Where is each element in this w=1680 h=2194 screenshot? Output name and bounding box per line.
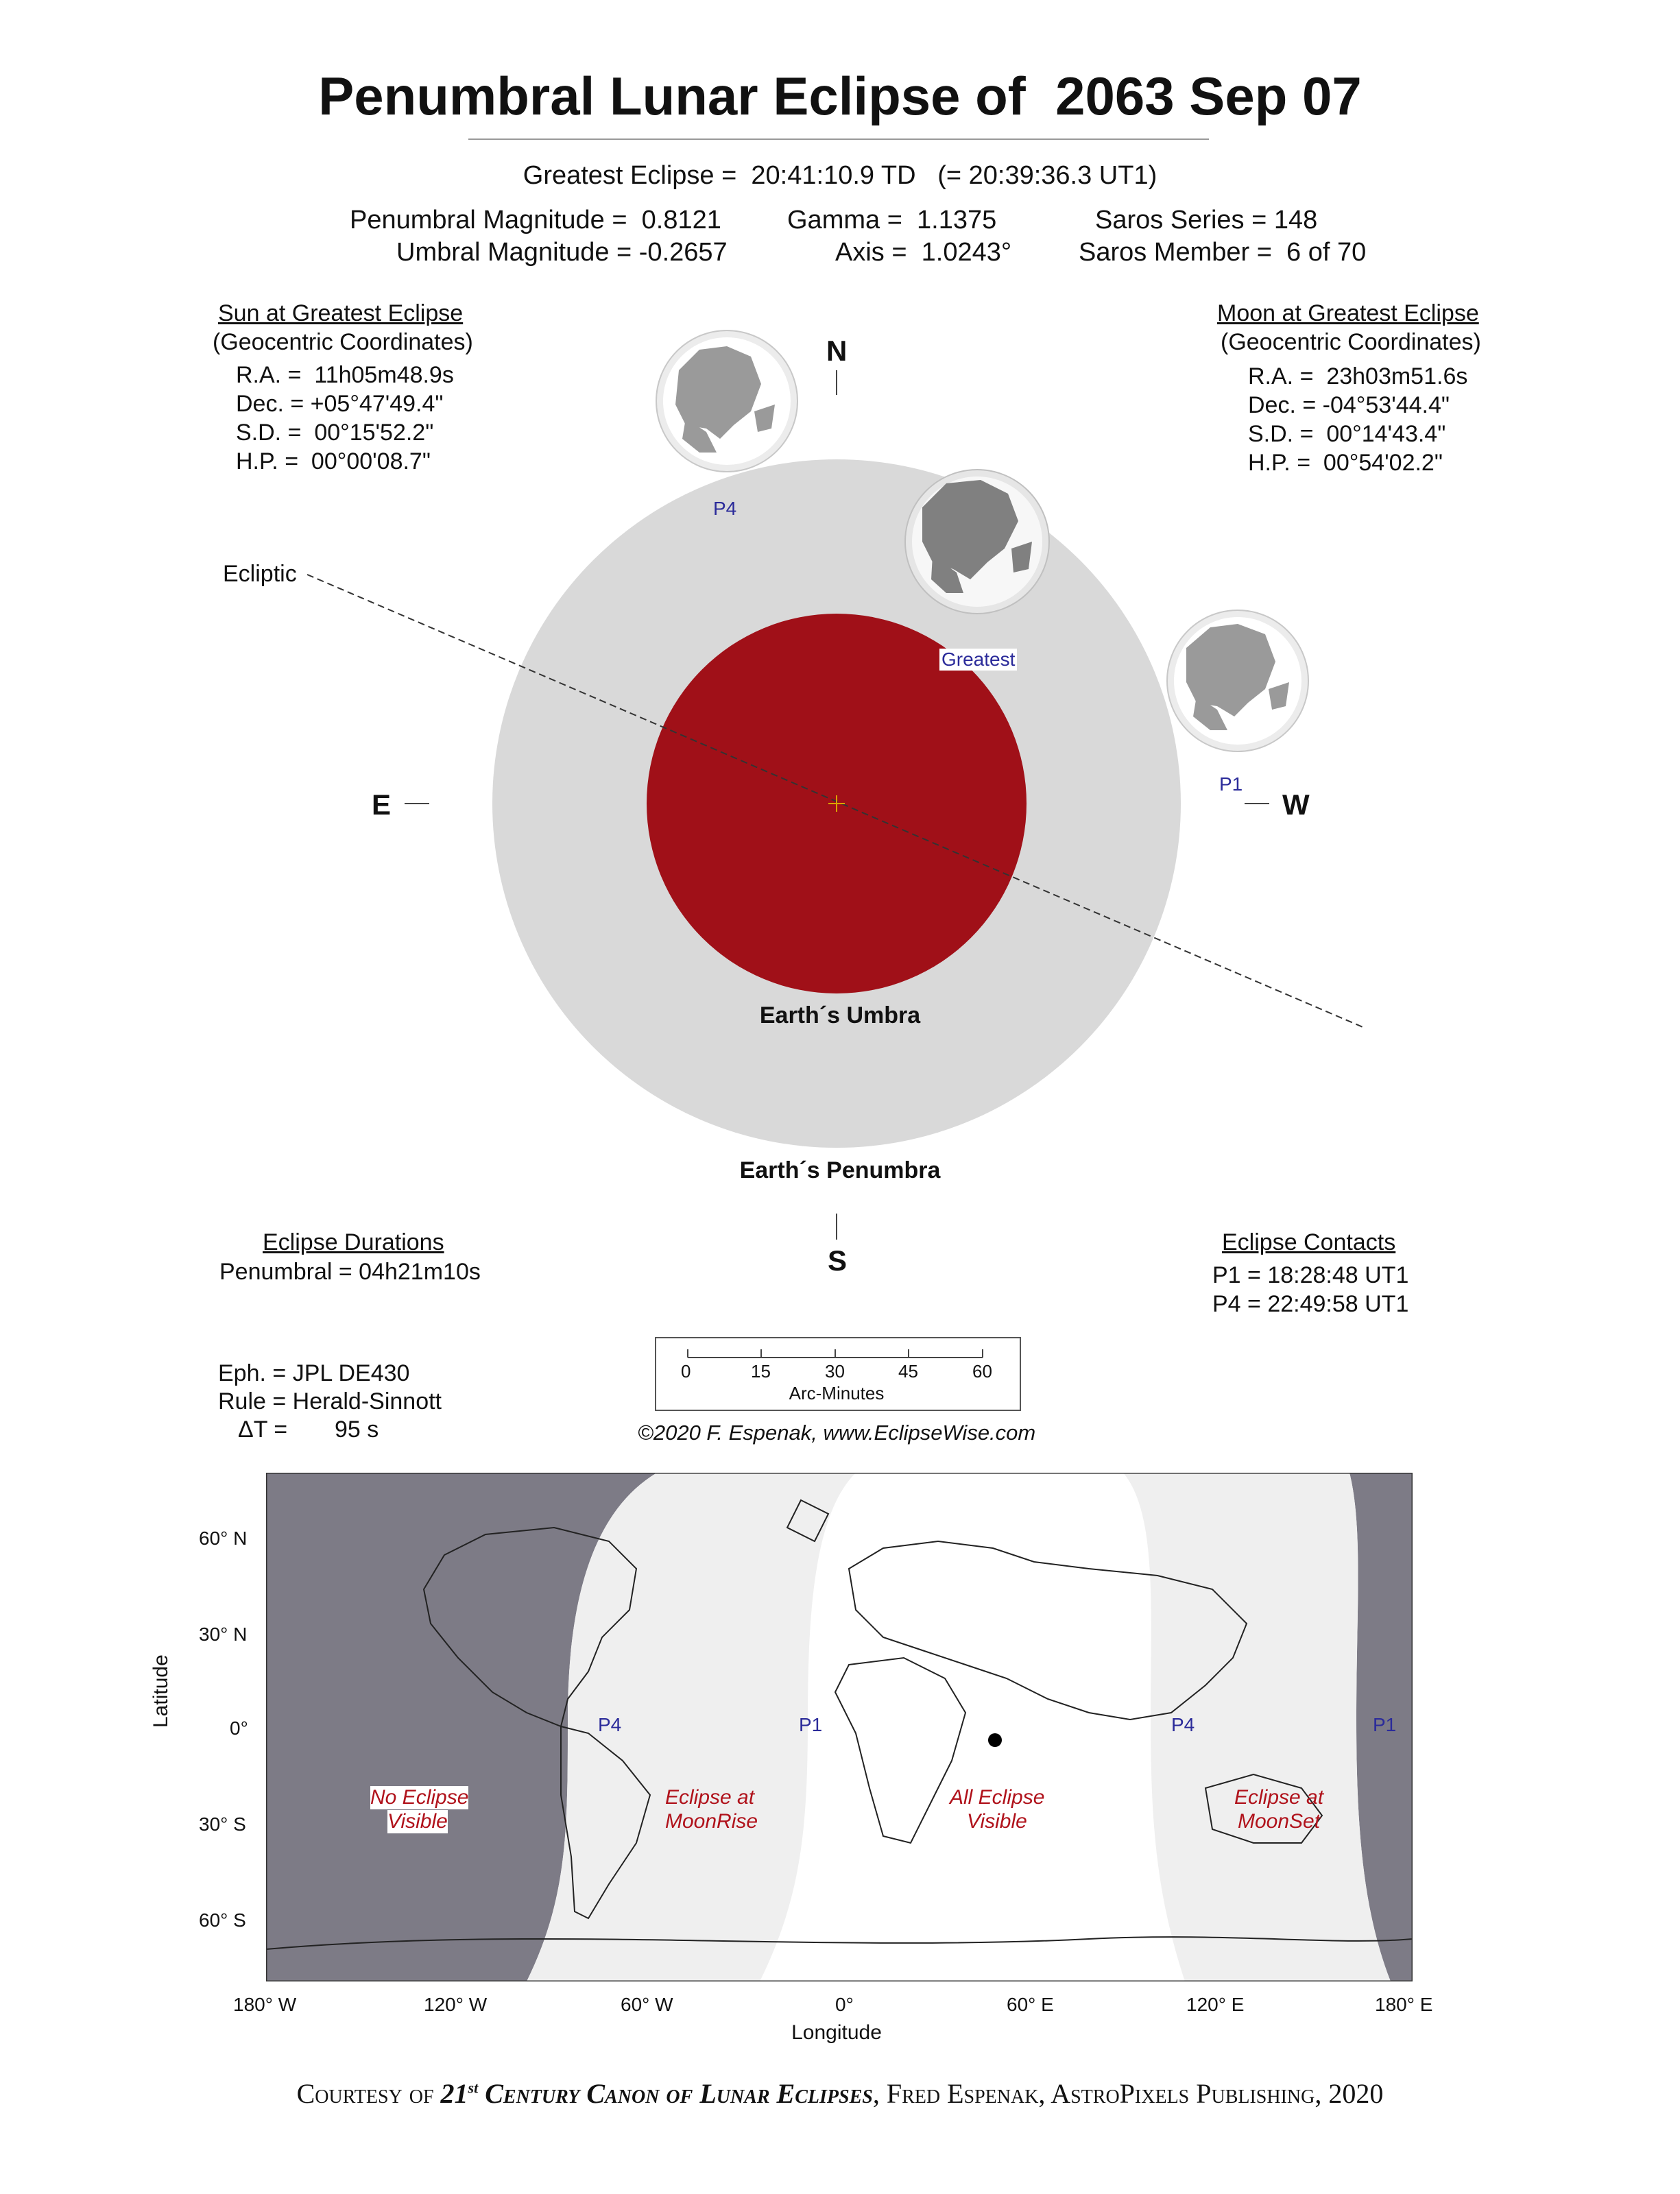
ecliptic-label: Ecliptic bbox=[223, 561, 297, 587]
moonset-label-2: MoonSet bbox=[1238, 1810, 1321, 1833]
east-label: E bbox=[372, 788, 392, 821]
lon-tick-0: 0° bbox=[835, 1994, 854, 2015]
sun-hp: H.P. = 00°00'08.7" bbox=[236, 448, 431, 474]
umbral-magnitude: Umbral Magnitude = -0.2657 bbox=[396, 238, 728, 267]
all-eclipse-label-2: Visible bbox=[967, 1810, 1027, 1833]
map-p1-mid: P1 bbox=[799, 1714, 823, 1735]
lat-tick-30s: 30° S bbox=[199, 1813, 246, 1835]
delta-t-label: ΔT = bbox=[238, 1417, 288, 1443]
moon-heading: Moon at Greatest Eclipse bbox=[1217, 300, 1479, 326]
moon-subheading: (Geocentric Coordinates) bbox=[1221, 329, 1481, 355]
all-eclipse-label-1: All Eclipse bbox=[950, 1786, 1045, 1809]
longitude-label: Longitude bbox=[791, 2021, 882, 2044]
scale-tick-60: 60 bbox=[972, 1361, 992, 1382]
lon-tick-60e: 60° E bbox=[1007, 1994, 1054, 2015]
sun-ra: R.A. = 11h05m48.9s bbox=[236, 362, 454, 388]
greatest-label: Greatest bbox=[939, 649, 1017, 671]
penumbra-label: Earth´s Penumbra bbox=[739, 1157, 941, 1183]
contact-p4: P4 = 22:49:58 UT1 bbox=[1212, 1291, 1409, 1317]
west-label: W bbox=[1282, 788, 1310, 821]
map-p4-right: P4 bbox=[1171, 1714, 1195, 1735]
lat-tick-0: 0° bbox=[230, 1717, 248, 1739]
scale-tick-30: 30 bbox=[825, 1361, 845, 1382]
lat-tick-60n: 60° N bbox=[199, 1528, 248, 1549]
contacts-heading: Eclipse Contacts bbox=[1222, 1229, 1396, 1255]
lon-tick-120e: 120° E bbox=[1186, 1994, 1245, 2015]
footer-credit bbox=[0, 2077, 1680, 2110]
gamma: Gamma = 1.1375 bbox=[787, 206, 997, 234]
moon-sd: S.D. = 00°14'43.4" bbox=[1248, 421, 1446, 447]
scale-tick-45: 45 bbox=[898, 1361, 918, 1382]
footer-part1: Courtesy of bbox=[296, 2078, 441, 2109]
durations-heading: Eclipse Durations bbox=[263, 1229, 444, 1255]
map-p1-right: P1 bbox=[1373, 1714, 1397, 1735]
moonrise-label-2: MoonRise bbox=[665, 1810, 758, 1833]
no-eclipse-label-2: Visible bbox=[387, 1810, 448, 1833]
no-eclipse-label-1: No Eclipse bbox=[370, 1786, 469, 1809]
saros-series: Saros Series = 148 bbox=[1095, 206, 1318, 234]
latitude-label: Latitude bbox=[149, 1654, 172, 1728]
greatest-eclipse-point bbox=[988, 1733, 1002, 1747]
sun-sd: S.D. = 00°15'52.2" bbox=[236, 420, 434, 446]
moon-p4 bbox=[656, 330, 797, 472]
lon-tick-180e: 180° E bbox=[1375, 1994, 1433, 2015]
saros-member: Saros Member = 6 of 70 bbox=[1079, 238, 1367, 267]
lat-tick-60s: 60° S bbox=[199, 1909, 246, 1931]
sun-subheading: (Geocentric Coordinates) bbox=[213, 329, 473, 355]
map-p4-left: P4 bbox=[598, 1714, 622, 1735]
ephemeris: Eph. = JPL DE430 bbox=[218, 1360, 410, 1386]
lon-tick-60w: 60° W bbox=[621, 1994, 673, 2015]
page-title: Penumbral Lunar Eclipse of 2063 Sep 07 bbox=[318, 66, 1362, 126]
contact-p1: P1 = 18:28:48 UT1 bbox=[1212, 1262, 1409, 1288]
penumbral-duration: Penumbral = 04h21m10s bbox=[219, 1259, 481, 1285]
greatest-eclipse-time: Greatest Eclipse = 20:41:10.9 TD (= 20:39:36.3 UT1) bbox=[523, 161, 1157, 190]
moon-hp: H.P. = 00°54'02.2" bbox=[1248, 450, 1443, 476]
moon-dec: Dec. = -04°53'44.4" bbox=[1248, 392, 1450, 418]
moonrise-label-1: Eclipse at bbox=[665, 1786, 755, 1809]
p4-diagram-label: P4 bbox=[713, 498, 737, 519]
axis: Axis = 1.0243° bbox=[835, 238, 1012, 267]
footer-part3: st bbox=[468, 2079, 479, 2097]
visibility-map bbox=[266, 1473, 1413, 1981]
footer-part5: , Fred Espenak, AstroPixels Publishing, 2020 bbox=[872, 2078, 1384, 2109]
footer-part2: 21 bbox=[440, 2078, 468, 2109]
sun-heading: Sun at Greatest Eclipse bbox=[218, 300, 464, 326]
north-label: N bbox=[826, 335, 848, 367]
moon-greatest bbox=[905, 470, 1049, 614]
rule: Rule = Herald-Sinnott bbox=[218, 1388, 442, 1414]
delta-t-value: 95 s bbox=[335, 1417, 379, 1443]
copyright: ©2020 F. Espenak, www.EclipseWise.com bbox=[638, 1421, 1036, 1445]
moonset-label-1: Eclipse at bbox=[1234, 1786, 1324, 1809]
scale-tick-0: 0 bbox=[681, 1361, 691, 1382]
p1-diagram-label: P1 bbox=[1219, 773, 1243, 795]
umbra-label: Earth´s Umbra bbox=[759, 1002, 921, 1028]
sun-dec: Dec. = +05°47'49.4" bbox=[236, 391, 444, 417]
south-label: S bbox=[828, 1244, 848, 1277]
scale-tick-15: 15 bbox=[751, 1361, 771, 1382]
lon-tick-180w: 180° W bbox=[233, 1994, 297, 2015]
scale-unit-label: Arc-Minutes bbox=[789, 1383, 885, 1403]
penumbral-magnitude: Penumbral Magnitude = 0.8121 bbox=[350, 206, 721, 234]
lat-tick-30n: 30° N bbox=[199, 1624, 248, 1645]
moon-p1 bbox=[1167, 610, 1308, 751]
lon-tick-120w: 120° W bbox=[424, 1994, 488, 2015]
moon-ra: R.A. = 23h03m51.6s bbox=[1248, 363, 1468, 389]
footer-part4: Century Canon of Lunar Eclipses bbox=[478, 2078, 873, 2109]
